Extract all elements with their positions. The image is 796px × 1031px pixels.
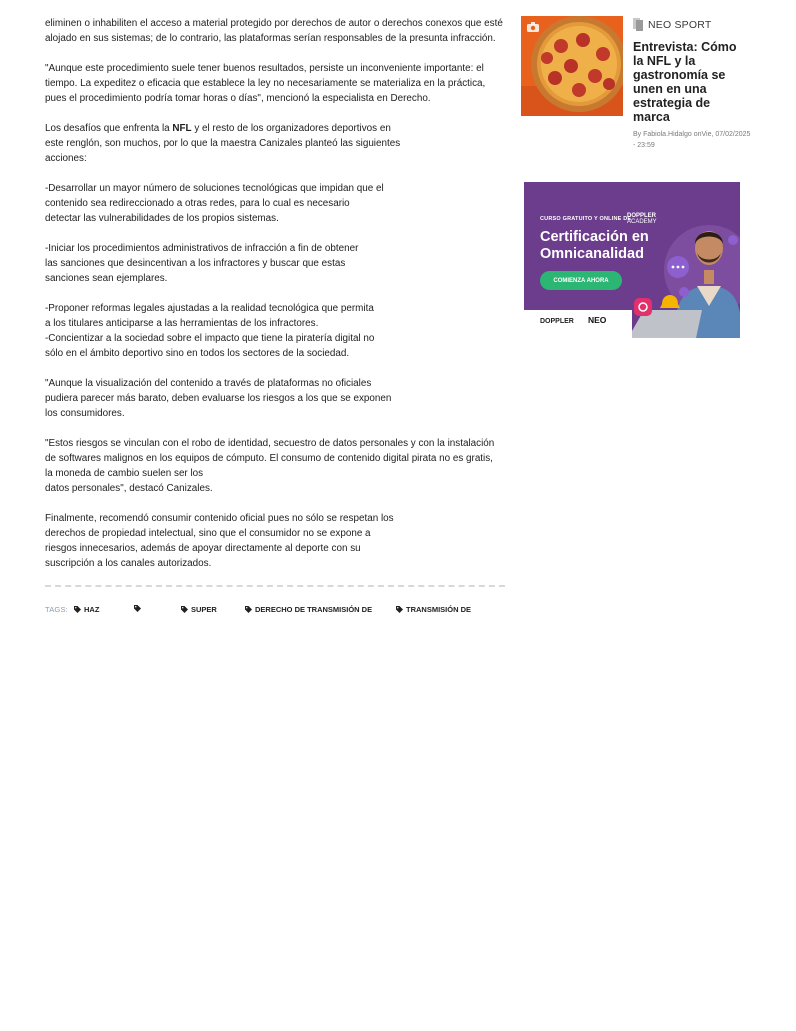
tag-link[interactable] <box>245 605 372 614</box>
tag-icon <box>134 605 141 612</box>
article-paragraph: -Iniciar los procedimientos administrativos de infracción a fin de obtener las sanciones que desincentivan a los infractores y buscar que estas sanciones sean ejemplares. <box>45 243 359 284</box>
document-icon <box>633 18 643 31</box>
tag-link[interactable] <box>396 605 471 614</box>
nfl-keyword: NFL <box>172 123 192 134</box>
article-paragraph: "Estos riesgos se vinculan con el robo de identidad, secuestro de datos personales y con la instalación de softwares malignos en los equipos de cómputo. El consumo de contenido digital pirata no es gratis, la moneda de cambio suelen ser los <box>45 438 495 479</box>
tag-label: DERECHO DE TRANSMISIÓN DE <box>255 605 373 614</box>
doppler-academy-logo: DOPPLER ACADEMY <box>627 213 657 225</box>
article-paragraph: Los desafíos que enfrenta la NFL y el resto de los organizadores deportivos en este renglón, son muchos, por lo que la maestra Canizales planteó las siguientes acciones: <box>45 123 401 164</box>
tag-link[interactable] <box>74 605 99 614</box>
tag-icon <box>74 606 81 613</box>
doppler-logo: DOPPLER <box>540 318 574 325</box>
related-article-card[interactable] <box>521 16 751 156</box>
article-paragraph: -Concientizar a la sociedad sobre el impacto que tiene la piratería digital no sólo en el ámbito deportivo sino en todos los sectores de la sociedad. <box>45 333 375 359</box>
section-name: NEO SPORT <box>648 18 712 31</box>
tag-link[interactable] <box>134 605 144 612</box>
tag-icon <box>181 606 188 613</box>
article-divider <box>45 585 505 587</box>
article-paragraph: -Desarrollar un mayor número de soluciones tecnológicas que impidan que el contenido sea redireccionado a otras redes, para lo cual es necesario detectar las vulnerabilidades de los propios sistemas. <box>45 183 384 224</box>
article-paragraph: Finalmente, recomendó consumir contenido oficial pues no sólo se respetan los derechos de propiedad intelectual, sino que el consumidor no se expone a riesgos innecesarios, además de apoyar directamente al deporte con su suscripción a los canales autorizados. <box>45 513 394 569</box>
related-headline-link[interactable]: Entrevista: Cómo la NFL y la gastronomía se unen en una estrategia de marca <box>633 40 737 124</box>
tag-icon <box>245 606 252 613</box>
byline: By Fabiola.Hidalgo onVie, 07/02/2025 - 23:59 <box>633 131 751 149</box>
article-paragraph: "Aunque la visualización del contenido a través de plataformas no oficiales pudiera parecer más barato, deben evaluarse los riesgos a los que se exponen los consumidores. <box>45 378 392 419</box>
tag-label: SUPER <box>191 605 217 614</box>
tag-icon <box>396 606 403 613</box>
article-paragraph: eliminen o inhabiliten el acceso a material protegido por derechos de autor o derechos conexos que esté alojado en sus sistemas; de lo contrario, las plataformas serían responsables de la presunta infracción. <box>45 18 503 44</box>
camera-icon <box>527 22 539 32</box>
neo-logo: NEO <box>588 315 607 325</box>
article-paragraph: "Aunque este procedimiento suele tener buenos resultados, persiste un inconveniente importante: el tiempo. La expeditez o eficacia que establece la ley no necesariamente se materializa en la práctica, pues el procedimiento podría tomar horas o días", mencionó la especialista en Derecho. <box>45 63 486 104</box>
article-paragraph: -Proponer reformas legales ajustadas a la realidad tecnológica que permita a los titulares anticiparse a las herramientas de los infractores. <box>45 303 374 329</box>
ad-kicker: CURSO GRATUITO Y ONLINE DE <box>540 216 632 222</box>
tag-label: TRANSMISIÓN DE <box>406 605 472 614</box>
ad-cta-button[interactable]: COMIENZA AHORA <box>540 271 622 290</box>
ad-headline: Certificación en Omnicanalidad <box>540 229 649 262</box>
article-thumbnail[interactable] <box>521 16 623 116</box>
article-paragraph: datos personales", destacó Canizales. <box>45 483 213 494</box>
section-label[interactable] <box>633 18 711 31</box>
tag-label: HAZ <box>84 605 100 614</box>
tags-label: TAGS: <box>45 605 68 614</box>
article-body <box>45 16 507 586</box>
tag-link[interactable] <box>181 605 217 614</box>
ad-banner[interactable] <box>524 182 740 338</box>
tags-row <box>45 604 505 618</box>
